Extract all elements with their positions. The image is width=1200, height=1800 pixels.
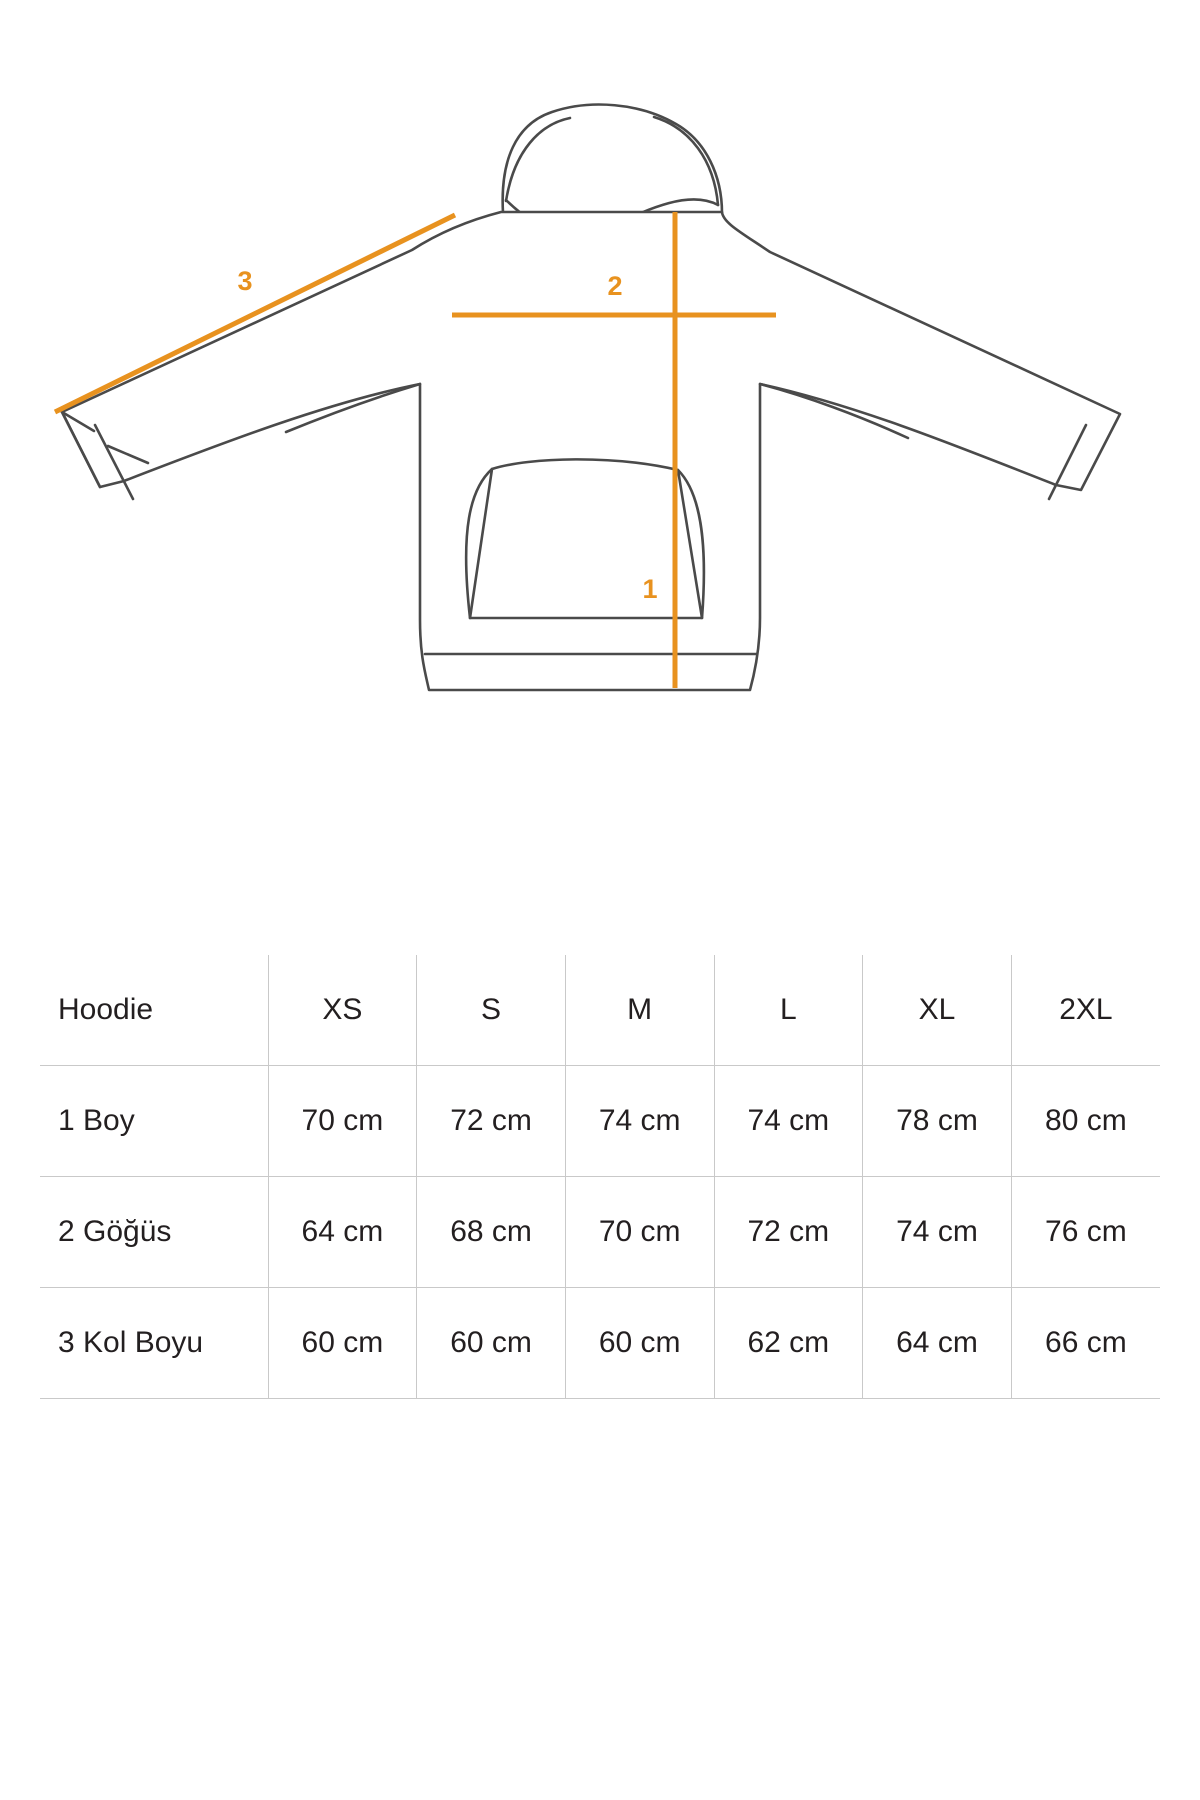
table-row xyxy=(40,1177,1160,1288)
table-size-header-2xl: 2XL xyxy=(1011,955,1160,1066)
cell-boy-xl: 78 cm xyxy=(863,1066,1012,1177)
table-row xyxy=(40,1066,1160,1177)
table-size-header-xl: XL xyxy=(863,955,1012,1066)
table-size-header-xs: XS xyxy=(268,955,417,1066)
table-row xyxy=(40,1288,1160,1399)
row-label-gogus: 2 Göğüs xyxy=(40,1177,268,1288)
table-header-row xyxy=(40,955,1160,1066)
cell-boy-2xl: 80 cm xyxy=(1011,1066,1160,1177)
cell-kol-xl: 64 cm xyxy=(863,1288,1012,1399)
cell-kol-xs: 60 cm xyxy=(268,1288,417,1399)
cell-gogus-s: 68 cm xyxy=(417,1177,566,1288)
cell-kol-l: 62 cm xyxy=(714,1288,863,1399)
measure-label-1: 1 xyxy=(642,574,658,604)
cell-gogus-xs: 64 cm xyxy=(268,1177,417,1288)
table-size-header-m: M xyxy=(565,955,714,1066)
row-label-kol-boyu: 3 Kol Boyu xyxy=(40,1288,268,1399)
cell-kol-m: 60 cm xyxy=(565,1288,714,1399)
cell-boy-m: 74 cm xyxy=(565,1066,714,1177)
cell-gogus-2xl: 76 cm xyxy=(1011,1177,1160,1288)
hoodie-diagram xyxy=(0,0,1200,780)
measure-label-3: 3 xyxy=(237,266,253,296)
cell-kol-s: 60 cm xyxy=(417,1288,566,1399)
table-size-header-s: S xyxy=(417,955,566,1066)
cell-boy-xs: 70 cm xyxy=(268,1066,417,1177)
cell-boy-l: 74 cm xyxy=(714,1066,863,1177)
cell-kol-2xl: 66 cm xyxy=(1011,1288,1160,1399)
size-table xyxy=(40,955,1160,1399)
cell-gogus-l: 72 cm xyxy=(714,1177,863,1288)
size-table-container xyxy=(40,955,1160,1399)
measure-label-2: 2 xyxy=(607,271,623,301)
cell-boy-s: 72 cm xyxy=(417,1066,566,1177)
hood-shape xyxy=(503,105,722,213)
row-label-boy: 1 Boy xyxy=(40,1066,268,1177)
hoodie-illustration-svg xyxy=(0,0,1200,780)
table-size-header-l: L xyxy=(714,955,863,1066)
table-corner-label: Hoodie xyxy=(40,955,268,1066)
cell-gogus-xl: 74 cm xyxy=(863,1177,1012,1288)
cell-gogus-m: 70 cm xyxy=(565,1177,714,1288)
